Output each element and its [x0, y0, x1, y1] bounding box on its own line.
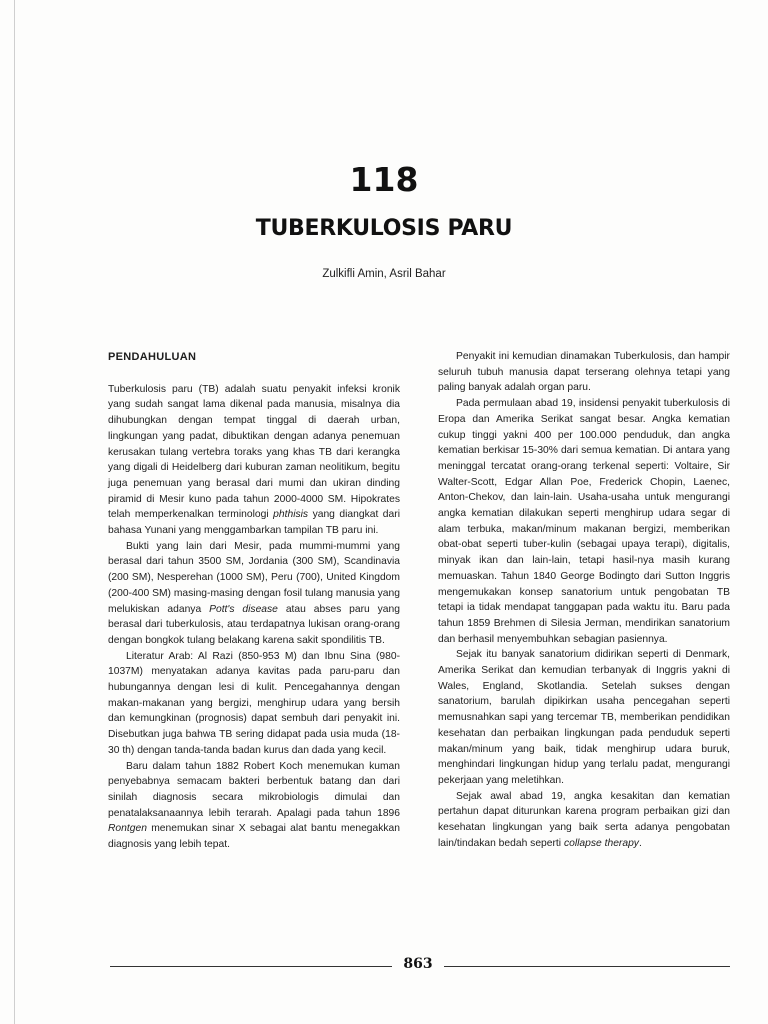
chapter-number: 118	[349, 160, 419, 199]
left-column	[108, 350, 400, 853]
paragraph: Baru dalam tahun 1882 Robert Koch menemukan kuman penyebabnya semacam bakteri berbentuk batang dan dari sinilah diagnosis secara mikrobiologis dimulai dan penatalaksanaannya lebih terarah. Apalagi pada tahun 1896 Rontgen menemukan sinar X sebagai alat bantu menegakkan diagnosis yang lebih tepat.	[108, 760, 400, 851]
paragraph: Literatur Arab: Al Razi (850-953 M) dan Ibnu Sina (980-1037M) menyatakan adanya kavitas pada paru-paru dan hubungannya dengan lesi di kulit. Pencegahannya dengan makan-makanan yang bergizi, menghirup udara yang bersih dan kemungkinan (prognosis) dapat sembuh dari penyakit ini. Disebutkan juga bahwa TB sering didapat pada usia muda (18-30 th) dengan tanda-tanda badan kurus dan dada yang kecil.	[108, 650, 400, 756]
paragraph: Sejak itu banyak sanatorium didirikan seperti di Denmark, Amerika Serikat dan kemudian terbanyak di Inggris yakni di Wales, England, Skotlandia. Setelah sukses dengan sanatorium, barulah dipikirkan usaha pencegahan seperti memusnahkan sapi yang tercemar TB, memberikan pendidikan kesehatan dan perbaikan lingkungan pada penduduk seperti makan/minum yang baik, tidak menghirup udara buruk, menghindari lingkungan hidup yang terlalu padat, mengurangi pekerjaan yang meletihkan.	[438, 649, 730, 786]
section-heading: PENDAHULUAN	[108, 351, 197, 363]
paragraph: Penyakit ini kemudian dinamakan Tuberkulosis, dan hampir seluruh tubuh manusia dapat terserang olehnya tetapi yang paling banyak adalah organ paru.	[438, 351, 730, 394]
paragraph: Pada permulaan abad 19, insidensi penyakit tuberkulosis di Eropa dan Amerika Serikat sangat besar. Angka kematian cukup tinggi yakni 400 per 100.000 penduduk, dan angka kematian berkisar 15-30% dari semua kematian. Di antara yang meninggal tercatat orang-orang terkenal seperti: Voltaire, Sir Walter-Scott, Edgar Allan Poe, Frederick Chopin, Laenec, Anton-Chekov, dan lain-lain. Usaha-usaha untuk mengurangi angka kematian dilakukan seperti menghirup udara segar di alam terbuka, makan/minum makanan bergizi, memberikan obat-obat seperti tuber-kulin (sebagai upaya terapi), digitalis, minyak ikan dan lain-lain, tetapi hasil-nya masih kurang memuaskan. Tahun 1840 George Bodingto dari Sutton Inggris mengemukakan konsep sanatorium untuk pengobatan TB tetapi ia tidak mendapat tanggapan pada waktu itu. Baru pada tahun 1859 Brehmen di Silesia Jerman, mendirikan sanatorium dan berhasil menyembuhkan sebagian pasiennya.	[438, 398, 730, 645]
chapter-title: TUBERKULOSIS PARU	[255, 216, 513, 241]
footer-rule-right	[444, 966, 730, 967]
page-number: 863	[403, 956, 433, 972]
paragraph: Bukti yang lain dari Mesir, pada mummi-mummi yang berasal dari tahun 3500 SM, Jordania (300 SM), Scandinavia (200 SM), Nesperehan (1000 SM), Peru (700), United Kingdom (200-400 SM) masing-masing dengan fosil tulang manusia yang melukiskan adanya Pott's disease atau abses paru yang berasal dari tuberkulosis, atau terdapatnya lukisan orang-orang dengan bongkok tulang belakang karena sakit spondilitis TB.	[108, 540, 400, 646]
footer-rule-left	[110, 966, 392, 967]
page-footer	[110, 956, 730, 976]
page-binding-edge	[14, 0, 15, 1024]
right-column	[438, 349, 730, 852]
chapter-authors: Zulkifli Amin, Asril Bahar	[322, 268, 446, 280]
paragraph: Tuberkulosis paru (TB) adalah suatu penyakit infeksi kronik yang sudah sangat lama dikenal pada manusia, misalnya dia dihubungkan dengan tempat tinggal di daerah urban, lingkungan yang padat, dibuktikan dengan adanya penemuan kerusakan tulang vertebra toraks yang khas TB dari kerangka yang digali di Heidelberg dari kuburan zaman neolitikum, begitu juga penemuan yang berasal dari mumi dan ukiran dinding piramid di Mesir kuno pada tahun 2000-4000 SM. Hipokrates telah memperkenalkan terminologi phthisis yang diangkat dari bahasa Yunani yang menggambarkan tampilan TB paru ini.	[108, 383, 400, 537]
paragraph: Sejak awal abad 19, angka kesakitan dan kematian pertahun dapat diturunkan karena program perbaikan gizi dan kesehatan lingkungan yang baik serta adanya pengobatan lain/tindakan bedah seperti collapse therapy.	[438, 790, 730, 849]
